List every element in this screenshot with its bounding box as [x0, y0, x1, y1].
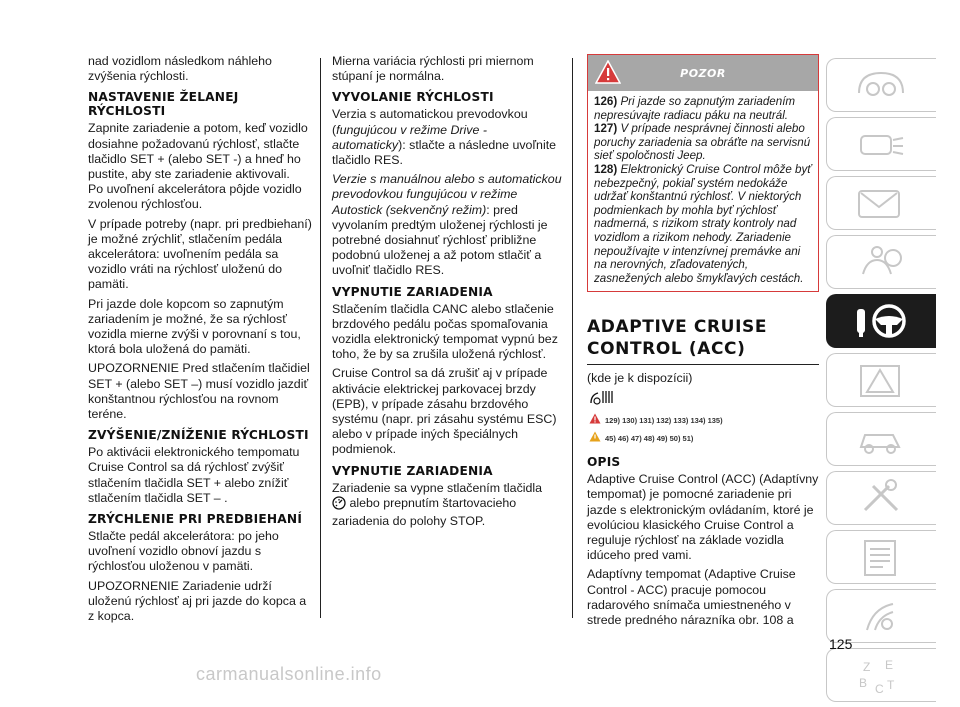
title-rule [587, 364, 819, 365]
tab-car-lights[interactable] [826, 117, 936, 171]
acc-symbol-icon [589, 389, 819, 411]
warning-number: 128) [594, 162, 618, 176]
car-dashboard-icon [853, 63, 909, 107]
text: Verzia s automatickou prevodovkou ( [332, 107, 528, 137]
column-divider [572, 58, 573, 618]
car-key-icon [853, 181, 909, 225]
section-heading: VYPNUTIE ZARIADENIA [332, 463, 493, 478]
paragraph: Zapnite zariadenie a potom, keď vozidlo dosiahne požadovanú rýchlosť, stlačte tlačidlo SET + (alebo SET -) a hneď ho pustite, aby ste zariadenie aktivovali. [88, 121, 308, 182]
text: ): stlačte a následne uvoľnite tlačidlo RES. [332, 137, 557, 168]
tab-car-key[interactable] [826, 176, 936, 230]
warning-number: 126) [594, 95, 618, 108]
section-heading: VYVOLANIE RÝCHLOSTI [332, 90, 494, 105]
warning-item [594, 122, 812, 163]
section-heading: OPIS [587, 455, 621, 470]
svg-text:T: T [887, 678, 895, 692]
availability-note: (kde je k dispozícii) [587, 371, 693, 386]
paragraph: UPOZORNENIE Pred stlačením tlačidiel SET + (alebo SET –) musí vozidlo jazdiť konštantnou rýchlosťou na rovnom teréne. [88, 361, 310, 422]
text: Zariadenie sa vypne stlačením tlačidla [332, 480, 543, 495]
warning-body [588, 91, 818, 291]
info-hand-icon [589, 431, 601, 447]
airbag-icon [853, 240, 909, 284]
tab-tools[interactable] [826, 471, 936, 525]
warning-number: 127) [594, 122, 618, 136]
warning-text: V prípade nesprávnej činnosti alebo poruchy zariadenia sa obráťte na servisnú sieť spoločnosti Jeep. [594, 122, 811, 163]
tab-airbag[interactable] [826, 235, 936, 289]
paragraph [332, 107, 562, 168]
warning-item [594, 163, 812, 285]
reference-list: 45) 46) 47) 48) 49) 50) 51) [605, 434, 694, 444]
warning-label: POZOR [680, 67, 726, 80]
svg-text:Z: Z [863, 660, 871, 674]
text: : pred vyvolaním predtým uloženej rýchlosti je potrebné dosiahnuť rýchlosť približne podobnú uloženej a až potom stlačiť a uvoľniť tlačidlo RES. [332, 202, 548, 278]
warning-box [587, 54, 819, 292]
warning-text: Elektronický Cruise Control môže byť nebezpečný, pokiaľ systém nedokáže udržať konštantnú rýchlosť. V niektorých podmienkach by mohla byť rýchlosť nadmerná, s rizikom straty kontroly nad vozidlom a rizikom nehody. Zariadenie nepoužívajte v intenzívnej premávke ani na nerovných, zľadovatených, zasnežených alebo šmykľavých cestách. [594, 162, 812, 285]
paragraph: Cruise Control sa dá zrušiť aj v prípade aktivácie elektrickej parkovacej brzdy (EPB), v prípade zásahu brzdového systému (napr. pri zásahu systému ESC) alebo v prípade iných špeciálnych podmienok. [332, 366, 557, 457]
svg-text:E: E [885, 658, 894, 672]
paragraph: Pri jazde dole kopcom so zapnutým zariadením je možné, že sa rýchlosť vozidla mierne zvýši v porovnaní s tou, ktorá bola uložená do pamäti. [88, 296, 301, 357]
tab-index[interactable] [826, 648, 936, 702]
text-italic: Verzie s manuálnou alebo s automatickou prevodovkou fungujúcou v režime Autostick (sekvenčný režim) [332, 172, 562, 217]
section-heading: ZVÝŠENIE/ZNÍŽENIE RÝCHLOSTI [88, 428, 309, 443]
column-divider [320, 58, 321, 618]
paragraph: Stlačením tlačidla CANC alebo stlačenie brzdového pedálu počas spomaľovania vozidla elektronický tempomat vypnú bez toho, že by sa zrušila uložená rýchlosť. [332, 301, 558, 362]
alphabet-index-icon [853, 653, 909, 697]
multimedia-icon [853, 594, 909, 638]
page-number: 125 [829, 636, 853, 652]
cruise-control-speedometer-icon [332, 496, 346, 514]
chapter-title: ADAPTIVE CRUISE CONTROL (ACC) [587, 317, 768, 360]
svg-text:B: B [859, 676, 868, 690]
paragraph: Adaptívny tempomat (Adaptive Cruise Control - ACC) pracuje pomocou radarového snímača umiestneného v strede predného nárazníka obr. 108 a [587, 567, 796, 627]
text: alebo prepnutím štartovacieho zariadenia do polohy STOP. [332, 495, 517, 529]
warning-header [588, 55, 818, 91]
watermark-footer: carmanualsonline.info [196, 664, 382, 684]
paragraph: Adaptive Cruise Control (ACC) (Adaptívny tempomat) je pomocné zariadenie pri jazde s elektronickým ovládaním, ktoré je evolúciou klasického Cruise Control a reguluje rýchlosť na základe vozidla idúceho pred vami. [587, 472, 819, 563]
text-italic: fungujúcou v režime Drive - automaticky [332, 122, 487, 152]
warning-item [594, 95, 812, 122]
paragraph [332, 481, 562, 530]
car-lights-icon [853, 122, 909, 166]
svg-text:C: C [875, 682, 884, 696]
paragraph: Mierna variácia rýchlosti pri miernom stúpaní je normálna. [332, 54, 534, 84]
warning-text: Pri jazde so zapnutým zariadením nepresúvajte radiacu páku na neutrál. [594, 95, 796, 122]
warning-triangle-icon [589, 413, 601, 429]
note-references [589, 431, 819, 447]
car-service-icon [853, 417, 909, 461]
chapter-tabs [826, 58, 936, 707]
warning-references [589, 413, 819, 429]
section-heading: VYPNUTIE ZARIADENIA [332, 284, 493, 299]
paragraph: Stlačte pedál akcelerátora: po jeho uvoľnení vozidlo obnoví jazdu s rýchlosťou uloženou v pamäti. [88, 529, 279, 574]
paragraph: Po uvoľnení akcelerátora pôjde vozidlo zvolenou rýchlosťou. [88, 182, 302, 212]
spec-sheet-icon [853, 535, 909, 579]
tab-specifications[interactable] [826, 530, 936, 584]
tab-car-dashboard[interactable] [826, 58, 936, 112]
paragraph: Po aktivácii elektronického tempomatu Cruise Control sa dá rýchlosť zvýšiť stlačením tlačidla SET + alebo znížiť stlačením tlačidla SET – . [88, 445, 300, 505]
column-right [587, 54, 819, 632]
column-left [88, 54, 314, 628]
tab-emergency[interactable] [826, 353, 936, 407]
tab-service[interactable] [826, 412, 936, 466]
warning-triangle-car-icon [853, 358, 909, 402]
section-heading: NASTAVENIE ŽELANEJ RÝCHLOSTI [88, 90, 239, 119]
paragraph [332, 172, 562, 278]
section-heading: ZRÝCHLENIE PRI PREDBIEHANÍ [88, 512, 303, 527]
tools-icon [853, 476, 909, 520]
column-middle [332, 54, 562, 533]
reference-list: 129) 130) 131) 132) 133) 134) 135) [605, 416, 723, 426]
paragraph: UPOZORNENIE Zariadenie udrží uloženú rýchlosť aj pri jazde do kopca a z kopca. [88, 578, 307, 624]
steering-wheel-key-icon [853, 299, 913, 343]
tab-multimedia[interactable] [826, 589, 936, 643]
tab-starting-driving[interactable] [826, 294, 936, 348]
paragraph: nad vozidlom následkom náhleho zvýšenia rýchlosti. [88, 54, 272, 84]
paragraph: V prípade potreby (napr. pri predbiehaní) je možné zrýchliť, stlačením pedála akcelerátora: uvoľnením pedála sa vozidlo vráti na rýchlosť uloženú do pamäti. [88, 216, 312, 292]
